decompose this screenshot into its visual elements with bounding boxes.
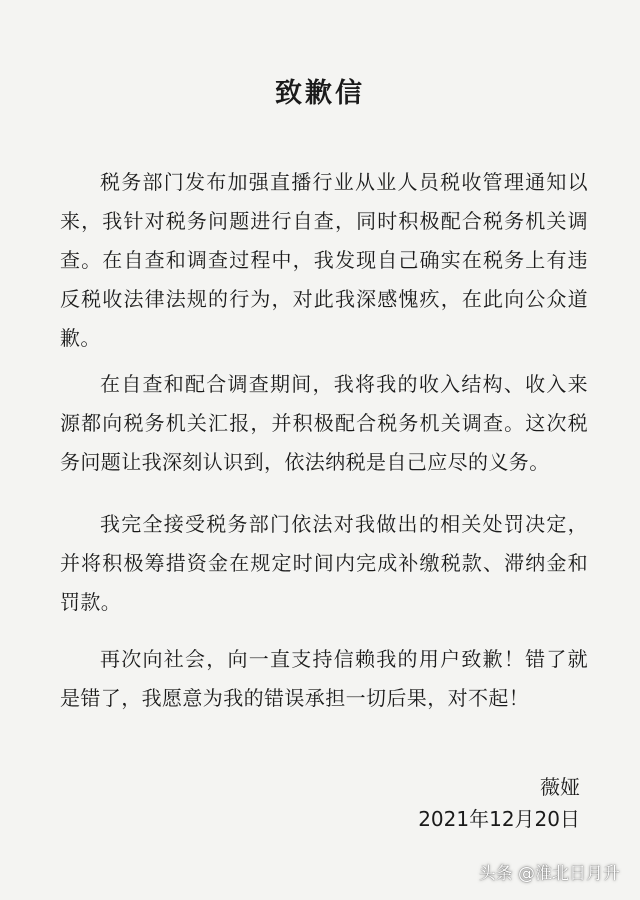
signature: 薇娅 [540,775,580,799]
paragraph-2: 在自查和配合调查期间，我将我的收入结构、收入来源都向税务机关汇报，并积极配合税务机关调查。这次税务问题让我深刻认识到，依法纳税是自己应尽的义务。 [60,372,588,474]
paragraph-3: 我完全接受税务部门依法对我做出的相关处罚决定，并将积极筹措资金在规定时间内完成补缴税款、滞纳金和罚款。 [60,512,588,614]
letter-date: 2021年12月20日 [418,807,580,831]
letter-title: 致歉信 [275,78,365,109]
paragraph-4: 再次向社会，向一直支持信赖我的用户致歉！错了就是错了，我愿意为我的错误承担一切后果，对不起！ [60,647,588,710]
paragraph-1: 税务部门发布加强直播行业从业人员税收管理通知以来，我针对税务问题进行自查，同时积极配合税务机关调查。在自查和调查过程中，我发现自己确实在税务上有违反税收法律法规的行为，对此我深感愧疚，在此向公众道歉。 [60,170,588,350]
watermark: 头条 @淮北日月升 [478,864,620,884]
